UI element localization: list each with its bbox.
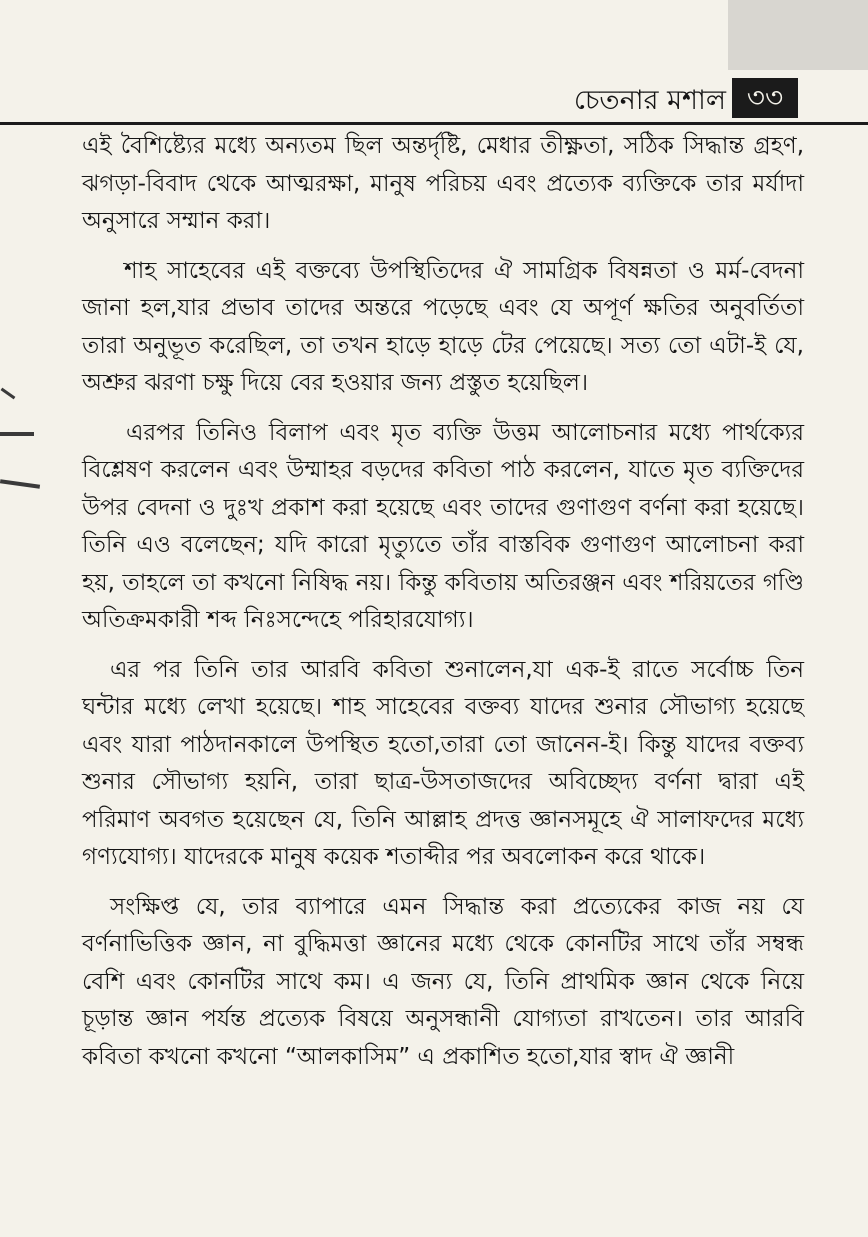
book-title: চেতনার মশাল bbox=[573, 85, 726, 116]
paragraph: এই বৈশিষ্ট্যের মধ্যে অন্যতম ছিল অন্তর্দৃষ্টি, মেধার তীক্ষ্ণতা, সঠিক সিদ্ধান্ত গ্রহণ, ঝগড়া-বিবাদ থেকে আত্মরক্ষা, মানুষ পরিচয় এবং প্রত্যেক ব্যক্তিকে তার মর্যাদা অনুসারে সম্মান করা। bbox=[82, 133, 804, 234]
header-rule bbox=[0, 122, 868, 125]
page-corner-shade bbox=[728, 0, 868, 70]
margin-smudge bbox=[0, 432, 34, 436]
paragraph: এর পর তিনি তার আরবি কবিতা শুনালেন,যা এক-ই রাতে সর্বোচ্চ তিন ঘন্টার মধ্যে লেখা হয়েছে। শাহ সাহেবের বক্তব্য যাদের শুনার সৌভাগ্য হয়েছে এবং যারা পাঠদানকালে উপস্থিত হতো,তারা তো জানেন-ই। কিন্তু যাদের বক্তব্য শুনার সৌভাগ্য হয়নি, তারা ছাত্র-উসতাজদের অবিচ্ছেদ্য বর্ণনা দ্বারা এই পরিমাণ অবগত হয়েছেন যে, তিনি আল্লাহ প্রদত্ত জ্ঞানসমূহে ঐ সালাফদের মধ্যে গণ্যযোগ্য। যাদেরকে মানুষ কয়েক শতাব্দীর পর অবলোকন করে থাকে। bbox=[82, 656, 804, 870]
margin-smudge bbox=[1, 388, 16, 400]
paragraph: এরপর তিনিও বিলাপ এবং মৃত ব্যক্তি উত্তম আলোচনার মধ্যে পার্থক্যের বিশ্লেষণ করলেন এবং উম্মাহর বড়দের কবিতা পাঠ করলেন, যাতে মৃত ব্যক্তিদের উপর বেদনা ও দুঃখ প্রকাশ করা হয়েছে এবং তাদের গুণাগুণ বর্ণনা করা হয়েছে। তিনি এও বলেছেন; যদি কারো মৃত্যুতে তাঁর বাস্তবিক গুণাগুণ আলোচনা করা হয়, তাহলে তা কখনো নিষিদ্ধ নয়। কিন্তু কবিতায় অতিরঞ্জন এবং শরিয়তের গণ্ডি অতিক্রমকারী শব্দ নিঃসন্দেহে পরিহারযোগ্য। bbox=[82, 419, 804, 633]
page-number: ৩৩ bbox=[732, 78, 798, 118]
paragraph: শাহ সাহেবের এই বক্তব্যে উপস্থিতিদের ঐ সামগ্রিক বিষন্নতা ও মর্ম-বেদনা জানা হল,যার প্রভাব তাদের অন্তরে পড়েছে এবং যে অপূর্ণ ক্ষতির অনুবর্তিতা তারা অনুভূত করেছিল, তা তখন হাড়ে হাড়ে টের পেয়েছে। সত্য তো এটা-ই যে, অশ্রুর ঝরণা চক্ষু দিয়ে বের হওয়ার জন্য প্রস্তুত হয়েছিল। bbox=[82, 257, 804, 396]
margin-smudge bbox=[0, 479, 40, 489]
running-header bbox=[0, 78, 868, 122]
body-text bbox=[82, 128, 804, 1088]
paragraph: সংক্ষিপ্ত যে, তার ব্যাপারে এমন সিদ্ধান্ত করা প্রত্যেকের কাজ নয় যে বর্ণনাভিত্তিক জ্ঞান, না বুদ্ধিমত্তা জ্ঞানের মধ্যে থেকে কোনটির সাথে তাঁর সম্বন্ধ বেশি এবং কোনটির সাথে কম। এ জন্য যে, তিনি প্রাথমিক জ্ঞান থেকে নিয়ে চূড়ান্ত জ্ঞান পর্যন্ত প্রত্যেক বিষয়ে অনুসন্ধানী যোগ্যতা রাখতেন। তার আরবি কবিতা কখনো কখনো “আলকাসিম” এ প্রকাশিত হতো,যার স্বাদ ঐ জ্ঞানী bbox=[82, 893, 804, 1070]
